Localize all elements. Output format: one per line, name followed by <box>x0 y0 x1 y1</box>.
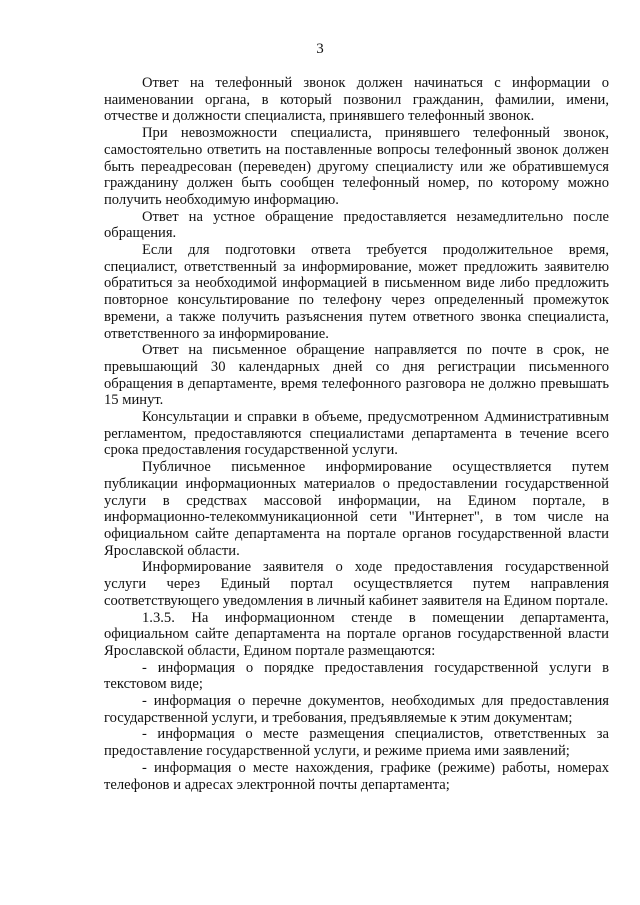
list-item: - информация о месте размещения специалистов, ответственных за предоставление государственной услуги, и режиме приема ими заявлений; <box>104 726 609 760</box>
paragraph: 1.3.5. На информационном стенде в помещении департамента, официальном сайте департамента на портале органов государственной власти Ярославской области, Едином портале размещаются: <box>104 609 609 659</box>
list-item: - информация о порядке предоставления государственной услуги в текстовом виде; <box>104 659 609 693</box>
paragraph: Ответ на письменное обращение направляется по почте в срок, не превышающий 30 календарных дней со дня регистрации письменного обращения в департаменте, время телефонного разговора не должно превышать 15 минут. <box>104 342 609 409</box>
document-body <box>104 75 609 793</box>
paragraph: Ответ на телефонный звонок должен начинаться с информации о наименовании органа, в который позвонил гражданин, фамилии, имени, отчестве и должности специалиста, принявшего телефонный звонок. <box>104 75 609 125</box>
paragraph: Публичное письменное информирование осуществляется путем публикации информационных материалов о предоставлении государственной услуги в средствах массовой информации, на Едином портале, в информационно-телекоммуникационной сети "Интернет", в том числе на официальном сайте департамента на портале органов государственной власти Ярославской области. <box>104 459 609 559</box>
paragraph: При невозможности специалиста, принявшего телефонный звонок, самостоятельно ответить на поставленные вопросы телефонный звонок должен быть переадресован (переведен) другому специалисту или же обратившемуся гражданину должен быть сообщен телефонный номер, по которому можно получить необходимую информацию. <box>104 125 609 208</box>
page-number: 3 <box>316 41 324 57</box>
paragraph: Информирование заявителя о ходе предоставления государственной услуги через Единый портал осуществляется путем направления соответствующего уведомления в личный кабинет заявителя на Едином портале. <box>104 559 609 609</box>
paragraph: Ответ на устное обращение предоставляется незамедлительно после обращения. <box>104 208 609 242</box>
paragraph: Консультации и справки в объеме, предусмотренном Административным регламентом, предоставляются специалистами департамента в течение всего срока предоставления государственной услуги. <box>104 409 609 459</box>
paragraph: Если для подготовки ответа требуется продолжительное время, специалист, ответственный за информирование, может предложить заявителю обратиться за необходимой информацией в письменном виде либо предложить повторное консультирование по телефону через определенный промежуток времени, а также получить разъяснения путем ответного звонка специалиста, ответственного за информирование. <box>104 242 609 342</box>
list-item: - информация о перечне документов, необходимых для предоставления государственной услуги, и требования, предъявляемые к этим документам; <box>104 693 609 726</box>
list-item: - информация о месте нахождения, графике (режиме) работы, номерах телефонов и адресах электронной почты департамента; <box>104 759 609 793</box>
